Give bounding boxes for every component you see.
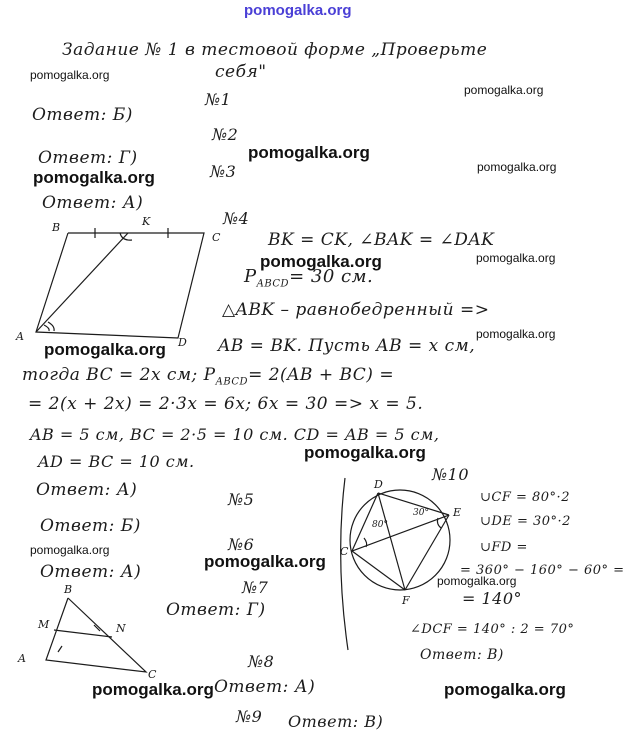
tick-mark bbox=[58, 646, 62, 652]
problem-number-8: №8 bbox=[248, 652, 275, 671]
perimeter-subscript: ABCD bbox=[256, 278, 290, 290]
solution-4-line-8: AD = BC = 10 см. bbox=[38, 452, 195, 471]
watermark: pomogalka.org bbox=[248, 143, 370, 162]
vertex-label-c: C bbox=[212, 231, 221, 244]
solution-4-line-4: AB = BK. Пусть AB = x см, bbox=[218, 336, 476, 356]
circle-label-c: C bbox=[340, 545, 349, 558]
solution-10-line-5: = 140° bbox=[462, 589, 523, 608]
circle-label-e: E bbox=[453, 506, 462, 519]
solution-10-line-4: = 360° − 160° − 60° = bbox=[460, 563, 625, 578]
perimeter-subscript: ABCD bbox=[215, 376, 249, 388]
answer-7: Ответ: Г) bbox=[166, 600, 266, 620]
circle-label-d: D bbox=[374, 478, 383, 491]
answer-6: Ответ: А) bbox=[40, 562, 142, 582]
problem-number-1: №1 bbox=[205, 90, 232, 109]
angle-label-30: 30° bbox=[413, 508, 429, 518]
answer-5: Ответ: Б) bbox=[40, 516, 141, 536]
solution-4-line-7: AB = 5 см, BC = 2·5 = 10 см. CD = AB = 5 см, bbox=[30, 425, 440, 444]
problem-number-5: №5 bbox=[228, 490, 255, 509]
watermark: pomogalka.org bbox=[304, 443, 426, 462]
vertex-label-b: B bbox=[52, 221, 61, 234]
watermark: pomogalka.org bbox=[44, 340, 166, 359]
watermark: pomogalka.org bbox=[204, 552, 326, 571]
perimeter-symbol: P bbox=[244, 266, 257, 287]
vertex-label-k: K bbox=[142, 215, 151, 228]
triangle-label-b: B bbox=[64, 583, 73, 596]
perimeter-value: = 30 см. bbox=[289, 266, 374, 287]
problem-number-3: №3 bbox=[210, 162, 237, 181]
watermark: pomogalka.org bbox=[92, 680, 214, 699]
problem-number-6: №6 bbox=[228, 535, 255, 554]
solution-10-line-3: ∪FD = bbox=[480, 540, 528, 555]
watermark-top: pomogalka.org bbox=[244, 2, 352, 19]
watermark: pomogalka.org bbox=[260, 252, 382, 271]
solution-4-line-3: △ABK – равнобедренный => bbox=[222, 300, 490, 320]
watermark: pomogalka.org bbox=[30, 543, 110, 557]
answer-10: Ответ: В) bbox=[420, 647, 504, 663]
angle-label-80: 80° bbox=[372, 520, 388, 530]
circle-label-f: F bbox=[402, 594, 410, 607]
problem-number-9: №9 bbox=[236, 707, 263, 726]
vertex-label-a: A bbox=[16, 330, 24, 343]
answer-8: Ответ: А) bbox=[214, 677, 316, 697]
watermark: pomogalka.org bbox=[477, 160, 557, 174]
solution-4-line-5-a: тогда BC = 2x см; P bbox=[22, 365, 216, 385]
triangle-label-m: M bbox=[38, 618, 50, 631]
solution-4-line-6: = 2(x + 2x) = 2·3x = 6x; 6x = 30 => x = 5. bbox=[28, 394, 424, 414]
answer-3: Ответ: А) bbox=[42, 193, 144, 213]
watermark: pomogalka.org bbox=[33, 168, 155, 187]
problem-number-4: №4 bbox=[223, 209, 250, 228]
answer-2: Ответ: Г) bbox=[38, 148, 138, 168]
task-header-cont: себя" bbox=[215, 62, 267, 82]
watermark: pomogalka.org bbox=[464, 83, 544, 97]
solution-10-line-6: ∠DCF = 140° : 2 = 70° bbox=[410, 622, 575, 637]
answer-1: Ответ: Б) bbox=[32, 105, 133, 125]
solution-4-line-1: BK = CK, ∠BAK = ∠DAK bbox=[268, 230, 495, 250]
task-header: Задание № 1 в тестовой форме „Проверьте bbox=[62, 40, 488, 60]
triangle-label-n: N bbox=[116, 622, 126, 635]
problem-number-2: №2 bbox=[212, 125, 239, 144]
watermark: pomogalka.org bbox=[437, 574, 517, 588]
triangle-label-c: C bbox=[148, 668, 157, 681]
solution-10-line-2: ∪DE = 30°·2 bbox=[480, 514, 571, 529]
answer-4: Ответ: А) bbox=[36, 480, 138, 500]
solution-10-line-1: ∪CF = 80°·2 bbox=[480, 490, 570, 505]
vertex-label-d: D bbox=[178, 336, 187, 349]
triangle-label-a: A bbox=[18, 652, 26, 665]
watermark: pomogalka.org bbox=[444, 680, 566, 699]
watermark: pomogalka.org bbox=[476, 251, 556, 265]
answer-9: Ответ: В) bbox=[288, 712, 384, 731]
problem-number-7: №7 bbox=[242, 578, 269, 597]
solution-4-line-5-b: = 2(AB + BC) = bbox=[248, 365, 395, 385]
watermark: pomogalka.org bbox=[476, 327, 556, 341]
problem-number-10: №10 bbox=[432, 465, 469, 484]
watermark: pomogalka.org bbox=[30, 68, 110, 82]
